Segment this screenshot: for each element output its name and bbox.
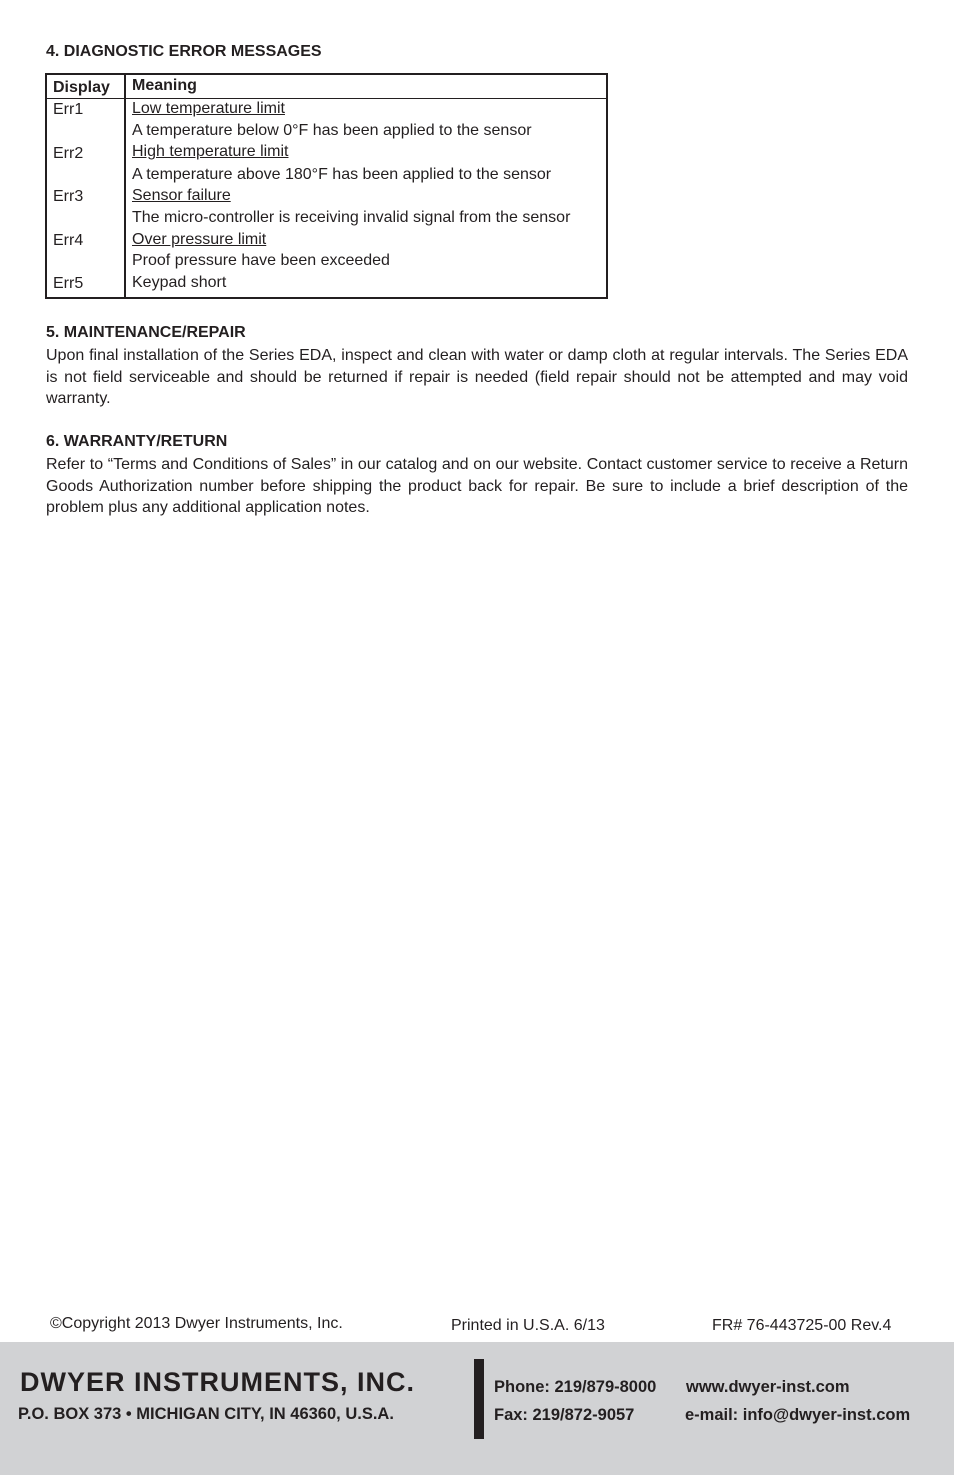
error-desc-err3: The micro-controller is receiving invalid signal from the sensor [132,209,571,226]
error-desc-err2: A temperature above 180°F has been applied to the sensor [132,166,552,183]
error-desc-err1: A temperature below 0°F has been applied to the sensor [132,122,532,139]
phone-number: Phone: 219/879-8000 [494,1378,657,1396]
error-title-err4: Over pressure limit [132,231,267,248]
error-title-err2: High temperature limit [132,143,289,160]
maintenance-body: Upon final installation of the Series EDA, inspect and clean with water or damp cloth at regular intervals. The Series EDA is not field serviceable and should be returned if repair is needed (field repair should not be attempted and may void warranty. [46,347,908,408]
company-address: P.O. BOX 373 • MICHIGAN CITY, IN 46360, U.S.A. [18,1405,394,1423]
error-title-err5: Keypad short [132,274,227,291]
error-code-err5: Err5 [53,275,84,292]
warranty-heading: 6. WARRANTY/RETURN [46,433,228,450]
error-desc-err4: Proof pressure have been exceeded [132,252,390,269]
email-link[interactable]: e-mail: info@dwyer-inst.com [685,1406,911,1424]
table-column-divider [124,75,126,297]
col-header-meaning: Meaning [132,77,197,94]
error-code-err4: Err4 [53,232,84,249]
form-number: FR# 76-443725-00 Rev.4 [712,1317,892,1334]
error-code-err2: Err2 [53,145,84,162]
diagnostic-heading: 4. DIAGNOSTIC ERROR MESSAGES [46,43,322,60]
website-link[interactable]: www.dwyer-inst.com [686,1378,850,1396]
error-title-err3: Sensor failure [132,187,231,204]
error-code-err3: Err3 [53,188,84,205]
company-name: DWYER INSTRUMENTS, INC. [20,1367,416,1397]
col-header-display: Display [53,79,110,96]
error-table [45,73,608,299]
footer-divider-bar [474,1359,484,1439]
warranty-body: Refer to “Terms and Conditions of Sales” in our catalog and on our website. Contact customer service to receive a Return Goods Authorization number before shipping the product back for repair. Be sure to include a brief description of the problem plus any additional application notes. [46,456,908,517]
copyright-text: ©Copyright 2013 Dwyer Instruments, Inc. [50,1315,343,1332]
table-header-divider [47,98,606,99]
error-title-err1: Low temperature limit [132,100,285,117]
fax-number: Fax: 219/872-9057 [494,1406,635,1424]
error-code-err1: Err1 [53,101,84,118]
printed-text: Printed in U.S.A. 6/13 [451,1317,605,1334]
maintenance-heading: 5. MAINTENANCE/REPAIR [46,324,246,341]
